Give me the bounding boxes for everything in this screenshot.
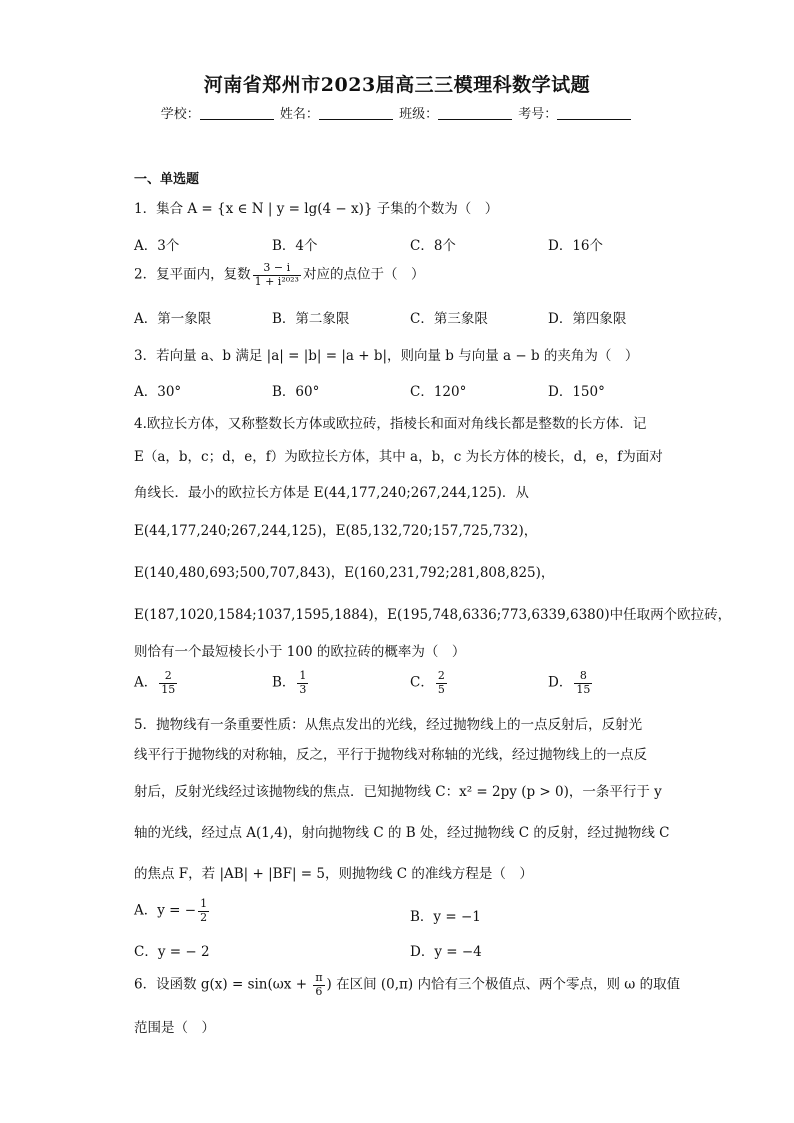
question-4-line-1: 4.欧拉长方体，又称整数长方体或欧拉砖，指棱长和面对角线长都是整数的长方体．记 [134,416,647,432]
q6-pi-fraction [313,972,324,998]
q4-d-numerator: 8 [574,670,592,684]
q4-option-d [548,670,594,696]
name-blank[interactable] [319,107,393,120]
student-info-row [0,103,794,122]
q2-option-b: B．第二象限 [272,311,350,327]
q5-option-b: B．y = −1 [410,909,481,925]
question-5-line-1: 5．抛物线有一条重要性质：从焦点发出的光线，经过抛物线上的一点反射后，反射光 [134,717,643,733]
q1-option-a: A．3个 [134,238,180,254]
q5-option-d: D．y = −4 [410,944,482,960]
q1-option-c: C．8个 [410,238,456,254]
q4-option-c-fraction [436,670,447,696]
q4-a-denominator: 15 [161,682,176,696]
question-4-line-3: 角线长．最小的欧拉长方体是 E(44,177,240;267,244,125)．从 [134,485,529,501]
class-label: 班级： [399,107,439,122]
page-title: 河南省郑州市2023届高三三模理科数学试题 [203,74,591,96]
q3-option-b: B．60° [272,384,320,400]
q3-option-a: A．30° [134,384,182,400]
q4-option-d-fraction [574,670,592,696]
number-blank[interactable] [557,107,631,120]
section-heading: 一、单选题 [134,172,200,187]
q4-b-denominator: 3 [299,682,307,696]
question-6-stem [134,972,680,998]
q2-numerator: 3 − i [253,262,301,276]
q2-fraction [253,262,301,288]
q6-pi-denominator: 6 [315,984,323,998]
q4-option-b-fraction [297,670,308,696]
q4-option-d-letter: D． [548,674,573,691]
q3-option-c: C．120° [410,384,467,400]
name-label: 姓名： [279,107,319,122]
question-1-stem: 1．集合 A = {x ∈ N | y = lg(4 − x)} 子集的个数为（ ） [134,201,499,217]
q2-stem-post: 对应的点位于（ ） [302,266,425,283]
q5-a-denominator: 2 [200,910,208,924]
q1-option-d: D．16个 [548,238,604,254]
question-4-line-4: E(44,177,240;267,244,125)，E(85,132,720;157,725,732)， [134,523,538,539]
question-6-line-2: 范围是（ ） [134,1020,215,1036]
q2-option-d: D．第四象限 [548,311,627,327]
question-5-line-4: 轴的光线，经过点 A(1,4)，射向抛物线 C 的 B 处，经过抛物线 C 的反射，经过抛物线 C [134,825,670,841]
q4-option-c-letter: C． [410,674,434,691]
q4-d-denominator: 15 [576,682,591,696]
q6-stem-post: 在区间 (0,π) 内恰有三个极值点、两个零点，则 ω 的取值 [331,976,681,993]
q4-option-a-letter: A． [134,674,158,691]
q4-option-c [410,670,449,696]
q4-option-a-fraction [159,670,177,696]
q4-c-numerator: 2 [437,669,445,682]
q2-denominator: 1 + i²⁰²³ [254,274,299,288]
q4-option-b [272,670,310,696]
q2-option-a: A．第一象限 [134,311,212,327]
school-label: 学校： [160,107,200,122]
q6-paren-right: ) [326,976,332,993]
q6-stem-pre: 6．设函数 g(x) = sin [134,976,268,993]
question-4-line-5: E(140,480,693;500,707,843)，E(160,231,792;281,808,825)， [134,565,555,581]
q5-option-a-text: A．y = − [134,902,197,919]
q5-option-a [134,898,211,924]
q2-option-c: C．第三象限 [410,311,488,327]
q4-b-numerator: 1 [299,669,307,682]
question-2-stem [134,262,424,288]
q5-a-numerator: 1 [200,897,208,910]
question-3-stem: 3．若向量 a、b 满足 |a| = |b| = |a + b|，则向量 b 与向量 a − b 的夹角为（ ） [134,348,639,364]
q4-option-a [134,670,179,696]
question-4-line-7: 则恰有一个最短棱长小于 100 的欧拉砖的概率为（ ） [134,644,466,660]
q1-option-b: B．4个 [272,238,318,254]
q4-c-denominator: 5 [437,682,445,696]
q6-paren-left: (ωx + [267,976,312,993]
q4-option-b-letter: B． [272,674,296,691]
q3-option-d: D．150° [548,384,605,400]
q5-option-a-fraction [198,898,209,924]
question-5-line-3: 射后，反射光线经过该抛物线的焦点．已知抛物线 C：x² = 2py (p > 0)，一条平行于 y [134,784,662,800]
class-blank[interactable] [438,107,512,120]
q2-stem-pre: 2．复平面内，复数 [134,266,251,283]
school-blank[interactable] [200,107,274,120]
q5-option-c: C．y = − 2 [134,944,210,960]
question-5-line-5: 的焦点 F，若 |AB| + |BF| = 5，则抛物线 C 的准线方程是（ ） [134,866,533,882]
q6-pi-numerator: π [315,971,323,984]
question-5-line-2: 线平行于抛物线的对称轴，反之，平行于抛物线对称轴的光线，经过抛物线上的一点反 [134,747,647,763]
question-4-line-6: E(187,1020,1584;1037,1595,1884)，E(195,748,6336;773,6339,6380)中任取两个欧拉砖， [134,607,732,623]
number-label: 考号： [518,107,558,122]
q4-a-numerator: 2 [159,670,177,684]
question-4-line-2: E（a，b，c；d，e，f）为欧拉长方体，其中 a，b，c 为长方体的棱长，d，e，f为面对 [134,449,663,465]
